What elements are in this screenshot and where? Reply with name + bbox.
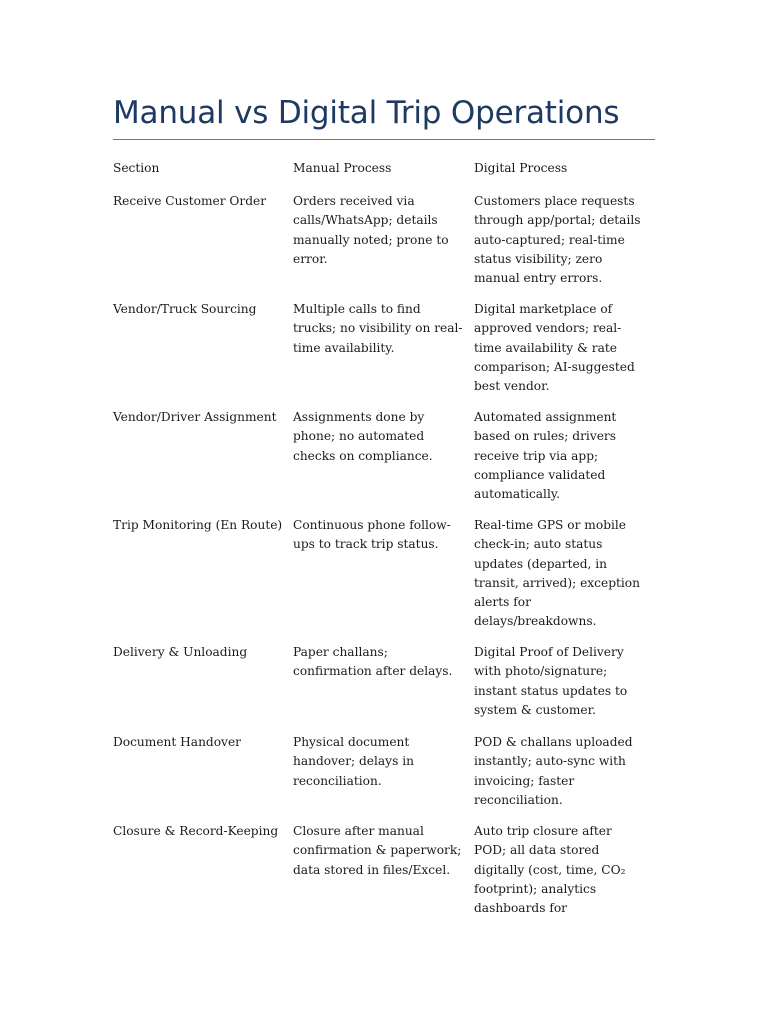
table-row xyxy=(113,733,655,822)
table-row xyxy=(113,408,655,516)
manual-text: Closure after manual confirmation & paperwork; data stored in files/Excel. xyxy=(293,824,462,877)
digital-cell xyxy=(474,192,655,300)
header-manual-text: Manual Process xyxy=(293,161,392,175)
section-text: Vendor/Driver Assignment xyxy=(113,410,277,424)
header-digital-text: Digital Process xyxy=(474,161,568,175)
section-text: Vendor/Truck Sourcing xyxy=(113,302,257,316)
header-section xyxy=(113,159,293,192)
manual-text: Orders received via calls/WhatsApp; details manually noted; prone to error. xyxy=(293,194,449,266)
document-title: Manual vs Digital Trip Operations xyxy=(113,95,620,131)
section-cell xyxy=(113,408,293,516)
manual-text: Multiple calls to find trucks; no visibility on real-time availability. xyxy=(293,302,463,355)
digital-cell xyxy=(474,643,655,733)
comparison-table xyxy=(113,159,655,916)
digital-text: Auto trip closure after POD; all data stored digitally (cost, time, CO₂ footprint); analytics dashboards for xyxy=(474,824,626,916)
section-cell xyxy=(113,192,293,300)
digital-text: Digital Proof of Delivery with photo/signature; instant status updates to system & customer. xyxy=(474,645,628,717)
table-row xyxy=(113,643,655,733)
digital-text: Digital marketplace of approved vendors; real-time availability & rate comparison; AI-suggested best vendor. xyxy=(474,302,635,394)
table-row xyxy=(113,300,655,408)
table-header-row xyxy=(113,159,655,192)
manual-cell xyxy=(293,822,474,912)
digital-text: Automated assignment based on rules; drivers receive trip via app; compliance validated automatically. xyxy=(474,410,617,502)
section-cell xyxy=(113,822,293,912)
header-digital-process xyxy=(474,159,655,192)
digital-cell xyxy=(474,516,655,643)
header-section-text: Section xyxy=(113,161,160,175)
manual-cell xyxy=(293,192,474,300)
section-cell xyxy=(113,300,293,408)
section-cell xyxy=(113,733,293,822)
title-underline xyxy=(113,139,655,140)
section-cell xyxy=(113,516,293,643)
section-text: Receive Customer Order xyxy=(113,194,267,208)
header-manual-process xyxy=(293,159,474,192)
digital-text: Customers place requests through app/portal; details auto-captured; real-time status visibility; zero manual entry errors. xyxy=(474,194,641,286)
section-cell xyxy=(113,643,293,733)
manual-text: Continuous phone follow-ups to track trip status. xyxy=(293,518,451,552)
manual-cell xyxy=(293,408,474,516)
manual-text: Assignments done by phone; no automated checks on compliance. xyxy=(293,410,433,463)
section-text: Document Handover xyxy=(113,735,241,749)
section-text: Delivery & Unloading xyxy=(113,645,248,659)
section-text: Closure & Record-Keeping xyxy=(113,824,279,838)
manual-cell xyxy=(293,300,474,408)
digital-cell xyxy=(474,733,655,822)
table-row xyxy=(113,516,655,643)
manual-text: Paper challans; confirmation after delays. xyxy=(293,645,453,679)
table-row xyxy=(113,822,655,916)
manual-cell xyxy=(293,733,474,822)
digital-cell xyxy=(474,300,655,408)
section-text: Trip Monitoring (En Route) xyxy=(113,518,283,532)
digital-cell xyxy=(474,408,655,516)
manual-cell xyxy=(293,516,474,643)
manual-text: Physical document handover; delays in reconciliation. xyxy=(293,735,414,788)
digital-text: POD & challans uploaded instantly; auto-sync with invoicing; faster reconciliation. xyxy=(474,735,633,807)
table-row xyxy=(113,192,655,300)
digital-cell xyxy=(474,822,655,916)
manual-cell xyxy=(293,643,474,733)
digital-text: Real-time GPS or mobile check-in; auto status updates (departed, in transit, arrived); exception alerts for delays/breakdowns. xyxy=(474,518,640,629)
